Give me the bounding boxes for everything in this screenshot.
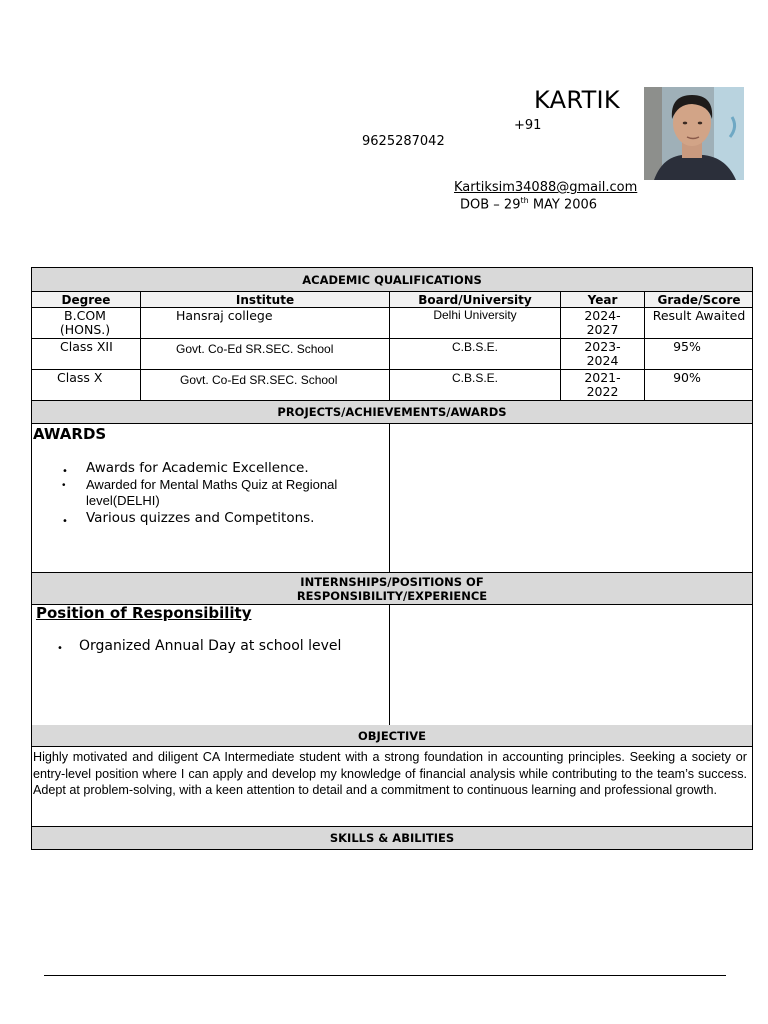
list-item: • Various quizzes and Competitons. (62, 510, 315, 527)
divider (140, 292, 141, 400)
dob-prefix: DOB – 29 (460, 197, 521, 213)
candidate-name: KARTIK (534, 86, 620, 114)
col-institute: Institute (235, 293, 295, 307)
col-grade: Grade/Score (657, 293, 741, 307)
phone-number: 9625287042 (362, 134, 445, 149)
internships-title (31, 572, 753, 605)
col-year: Year (587, 293, 618, 307)
list-item: • Awards for Academic Excellence. (62, 460, 309, 477)
email-link[interactable]: Kartiksim34088@gmail.com (454, 180, 638, 195)
dob-rest: MAY 2006 (528, 197, 598, 213)
table-cell-year: 2024- 2027 (584, 308, 621, 337)
objective-title: OBJECTIVE (31, 725, 753, 747)
table-cell-grade: 95% (673, 339, 701, 354)
table-cell-degree: Class XII (60, 339, 113, 354)
table-cell-board: C.B.S.E. (451, 371, 498, 385)
table-cell-degree: B.COM (HONS.) (59, 308, 111, 337)
table-cell-board: Delhi University (433, 308, 517, 322)
table-cell-institute: Hansraj college (176, 308, 273, 323)
table-cell-institute: Govt. Co-Ed SR.SEC. School (180, 373, 338, 387)
table-cell-grade: Result Awaited (652, 308, 746, 323)
position-heading: Position of Responsibility (36, 604, 252, 622)
position-list (57, 638, 379, 655)
date-of-birth (460, 196, 597, 212)
divider (389, 605, 390, 725)
footer-divider (44, 975, 726, 976)
internships-title-line2: RESPONSIBILITY/EXPERIENCE (296, 588, 488, 603)
internships-title-line1: INTERNSHIPS/POSITIONS OF (300, 574, 484, 589)
table-cell-degree: Class X (57, 370, 103, 385)
list-item: • Organized Annual Day at school level (57, 638, 342, 654)
awards-list (62, 460, 376, 527)
projects-title: PROJECTS/ACHIEVEMENTS/AWARDS (31, 400, 753, 424)
list-item: • Awarded for Mental Maths Quiz at Regional level(DELHI) (62, 477, 338, 508)
col-degree: Degree (61, 293, 111, 307)
table-cell-board: C.B.S.E. (451, 340, 498, 354)
awards-heading: AWARDS (33, 425, 107, 443)
divider (389, 424, 390, 572)
table-cell-year: 2021- 2022 (584, 370, 621, 399)
profile-photo (644, 87, 744, 180)
skills-title: SKILLS & ABILITIES (31, 826, 753, 850)
col-board: Board/University (418, 293, 532, 307)
academic-title: ACADEMIC QUALIFICATIONS (31, 267, 753, 292)
table-cell-year: 2023- 2024 (584, 339, 621, 368)
objective-text: Highly motivated and diligent CA Intermediate student with a strong foundation in accounting principles. Seeking a society or entry-level position where I can apply and develop my knowledge of financial analysis while contributing to the team’s success. Adept at problem-solving, with a keen attention to detail and a commitment to continuous learning and professional growth. (33, 750, 747, 797)
dob-suffix: th (520, 196, 529, 205)
table-cell-institute: Govt. Co-Ed SR.SEC. School (176, 342, 334, 356)
table-cell-grade: 90% (673, 370, 701, 385)
phone-country-code: +91 (514, 118, 542, 133)
